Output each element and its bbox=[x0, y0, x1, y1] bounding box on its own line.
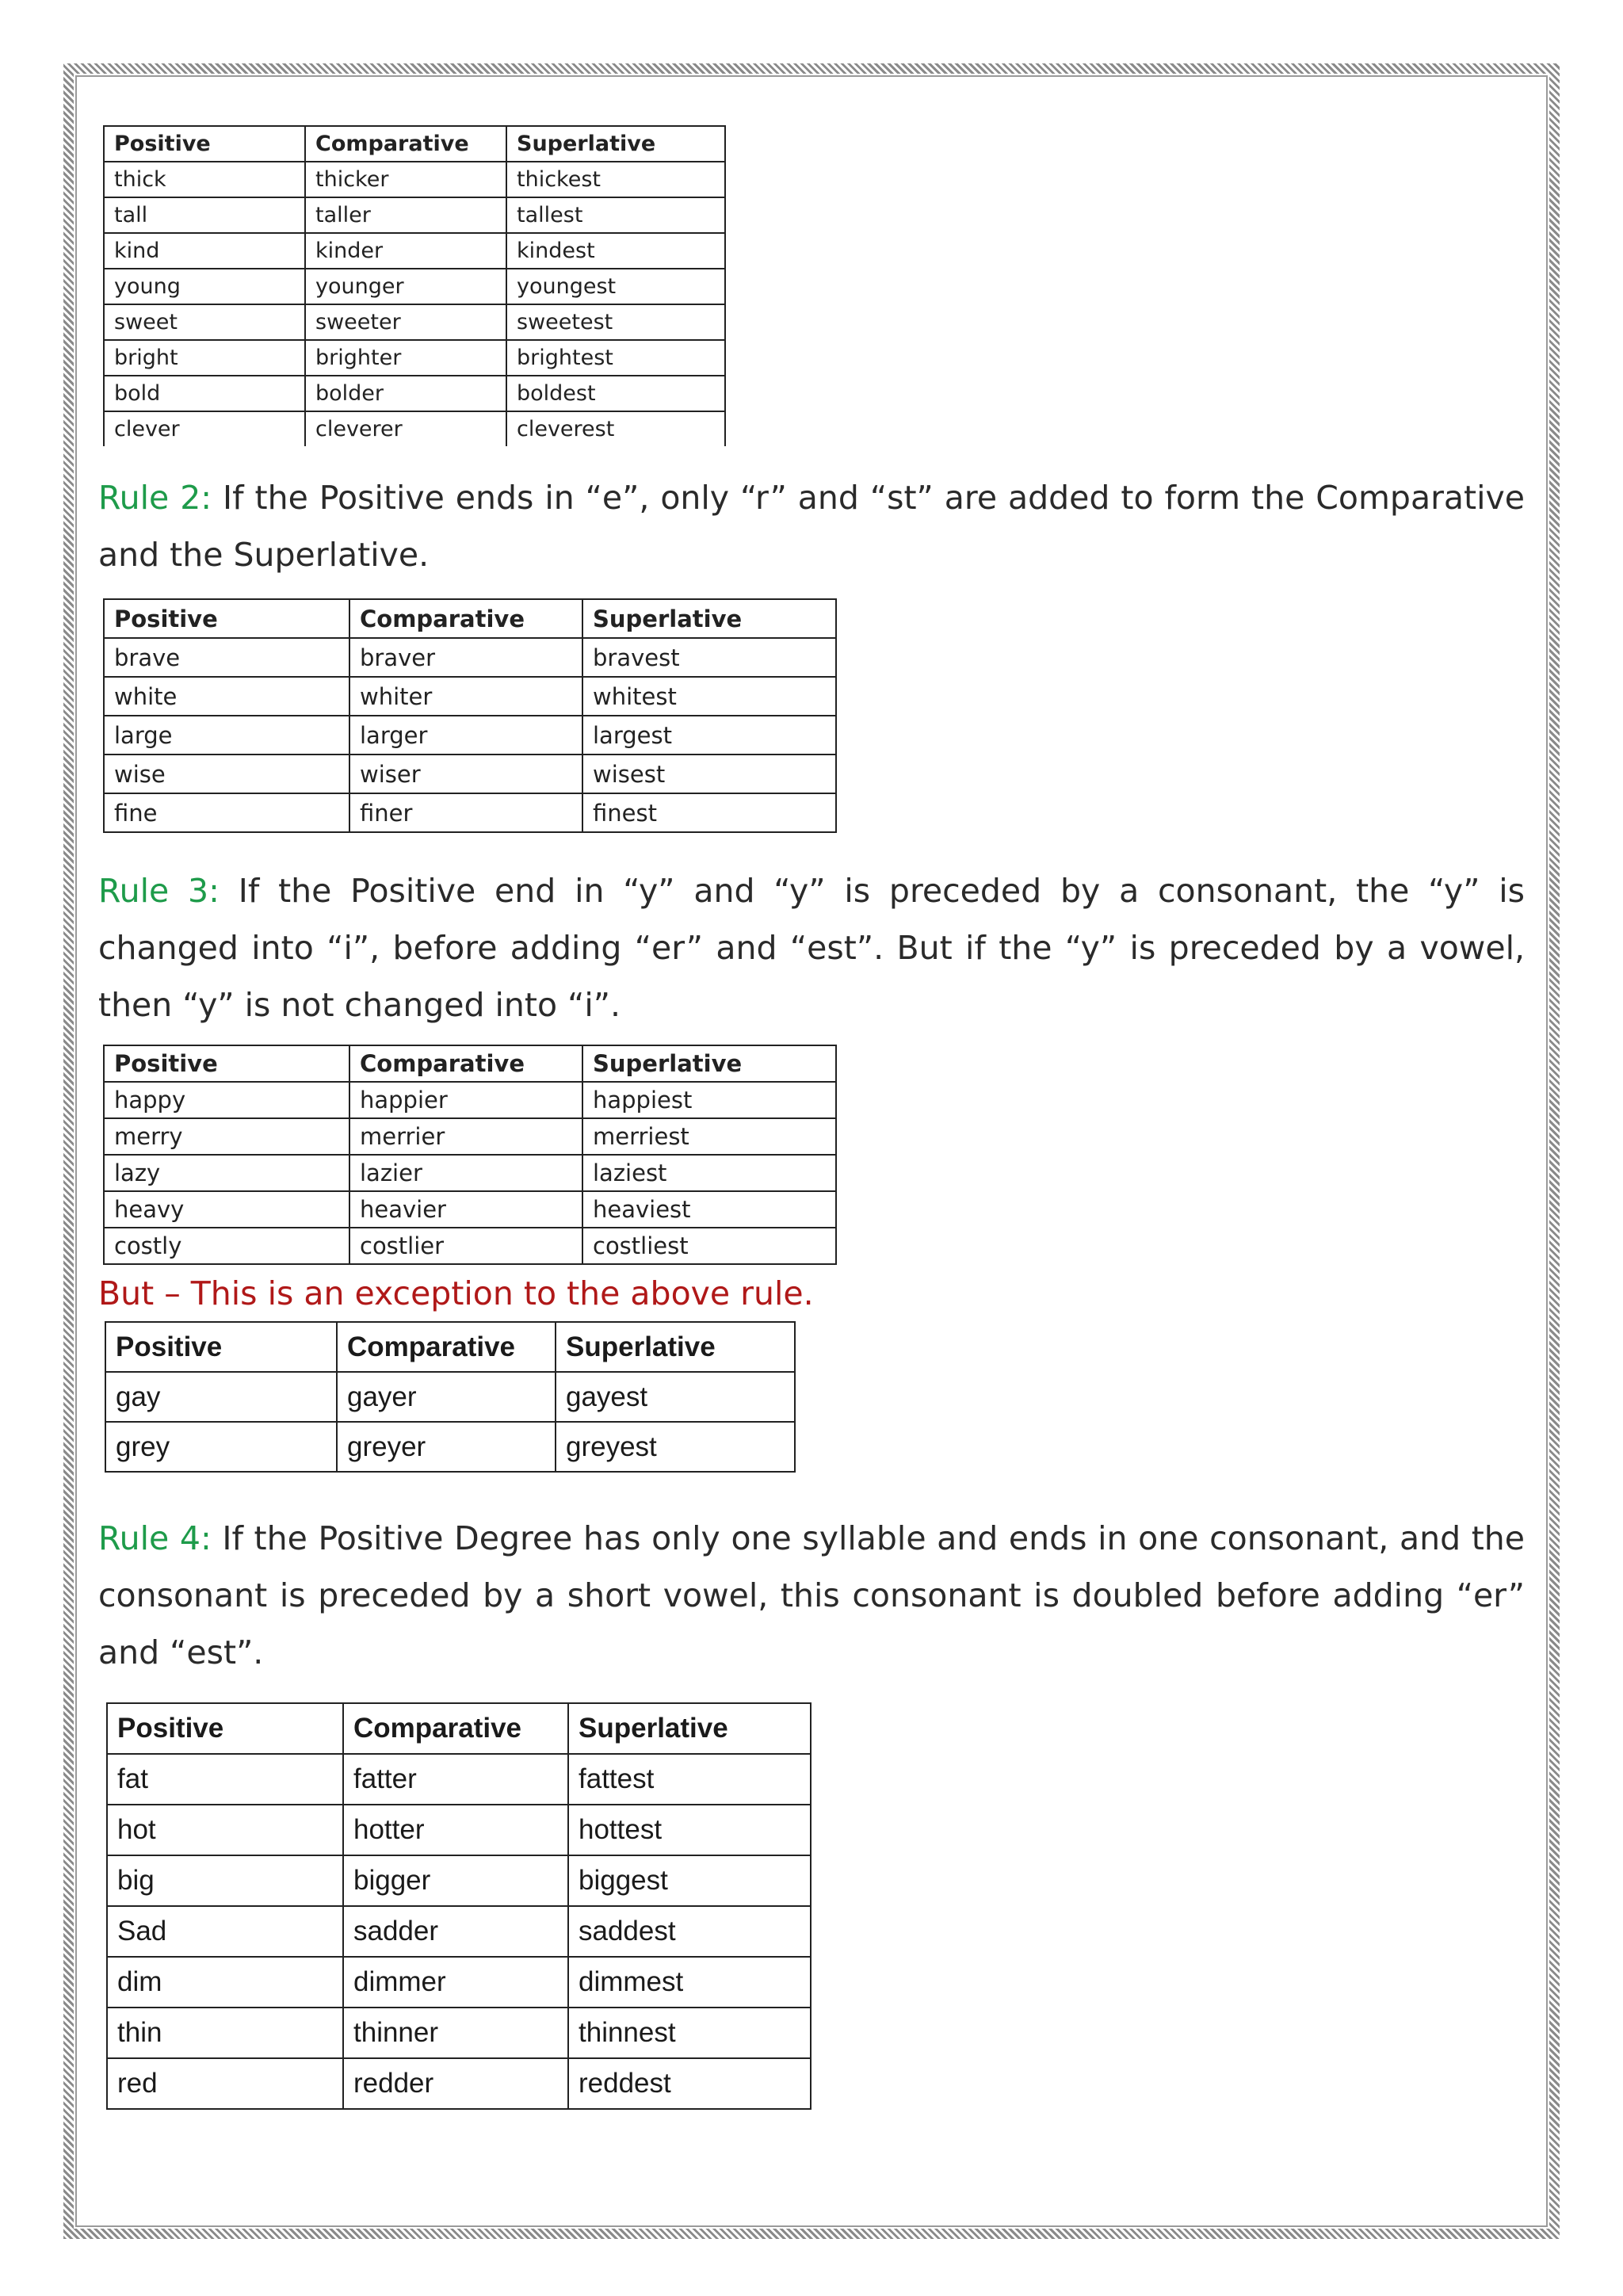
table-cell: bright bbox=[104, 340, 305, 376]
table-cell: whiter bbox=[349, 677, 582, 716]
table-cell: fine bbox=[104, 793, 349, 832]
degrees-table-4-container bbox=[105, 1321, 796, 1473]
table-cell: youngest bbox=[506, 269, 725, 304]
table-row bbox=[104, 233, 725, 269]
table-cell: bravest bbox=[582, 638, 836, 677]
table-cell: bolder bbox=[305, 376, 506, 411]
table-header-row bbox=[105, 1322, 795, 1372]
table-cell: whitest bbox=[582, 677, 836, 716]
table-cell: sadder bbox=[343, 1906, 568, 1957]
table-cell: gayest bbox=[556, 1372, 795, 1422]
rule-4-text: If the Positive Degree has only one syllable and ends in one consonant, and the consonant is preceded by a short vowel, this consonant is doubled before adding “er” and “est”. bbox=[98, 1519, 1526, 1671]
table-cell: gayer bbox=[337, 1372, 556, 1422]
table-header-row bbox=[104, 126, 725, 162]
table-cell: thick bbox=[104, 162, 305, 197]
table-cell: larger bbox=[349, 716, 582, 755]
table-cell: thinner bbox=[343, 2008, 568, 2058]
table-cell: costly bbox=[104, 1228, 349, 1264]
table-cell: finest bbox=[582, 793, 836, 832]
table-row bbox=[104, 1155, 836, 1191]
table-row bbox=[104, 638, 836, 677]
table-cell: bigger bbox=[343, 1855, 568, 1906]
table-cell: young bbox=[104, 269, 305, 304]
column-header: Superlative bbox=[506, 126, 725, 162]
table-cell: hot bbox=[107, 1805, 343, 1855]
table-cell: brave bbox=[104, 638, 349, 677]
table-cell: thin bbox=[107, 2008, 343, 2058]
column-header: Positive bbox=[104, 1045, 349, 1082]
table-cell: happier bbox=[349, 1082, 582, 1118]
table-cell: dimmer bbox=[343, 1957, 568, 2008]
table-row bbox=[107, 2058, 811, 2109]
rule-4-label: Rule 4: bbox=[98, 1519, 212, 1557]
table-cell: brighter bbox=[305, 340, 506, 376]
rule-2-text: If the Positive ends in “e”, only “r” and “st” are added to form the Comparative and the Superlative. bbox=[98, 479, 1526, 574]
table-row bbox=[104, 1228, 836, 1264]
table-cell: biggest bbox=[568, 1855, 811, 1906]
table-cell: clever bbox=[104, 411, 305, 446]
table-cell: kind bbox=[104, 233, 305, 269]
table-cell: Sad bbox=[107, 1906, 343, 1957]
table-cell: happiest bbox=[582, 1082, 836, 1118]
column-header: Positive bbox=[105, 1322, 337, 1372]
table-cell: wisest bbox=[582, 755, 836, 793]
table-cell: merry bbox=[104, 1118, 349, 1155]
column-header: Comparative bbox=[349, 1045, 582, 1082]
table-cell: sweet bbox=[104, 304, 305, 340]
table-row bbox=[104, 340, 725, 376]
table-row bbox=[104, 1082, 836, 1118]
table-cell: fattest bbox=[568, 1754, 811, 1805]
table-row bbox=[104, 755, 836, 793]
degrees-table-3 bbox=[103, 1045, 837, 1265]
table-row bbox=[105, 1372, 795, 1422]
table-cell: lazier bbox=[349, 1155, 582, 1191]
table-row bbox=[104, 162, 725, 197]
table-cell: sweeter bbox=[305, 304, 506, 340]
degrees-table-3-container bbox=[103, 1045, 837, 1265]
table-cell: reddest bbox=[568, 2058, 811, 2109]
table-cell: lazy bbox=[104, 1155, 349, 1191]
table-cell: happy bbox=[104, 1082, 349, 1118]
column-header: Superlative bbox=[582, 1045, 836, 1082]
table-cell: wise bbox=[104, 755, 349, 793]
column-header: Superlative bbox=[556, 1322, 795, 1372]
table-header-row bbox=[107, 1703, 811, 1754]
table-row bbox=[107, 1906, 811, 1957]
table-row bbox=[104, 793, 836, 832]
table-cell: cleverer bbox=[305, 411, 506, 446]
table-cell: dim bbox=[107, 1957, 343, 2008]
table-cell: laziest bbox=[582, 1155, 836, 1191]
exception-note: But – This is an exception to the above rule. bbox=[98, 1274, 814, 1312]
table-row bbox=[104, 1118, 836, 1155]
table-cell: sweetest bbox=[506, 304, 725, 340]
table-cell: hotter bbox=[343, 1805, 568, 1855]
table-cell: kindest bbox=[506, 233, 725, 269]
rule-3-text: If the Positive end in “y” and “y” is preceded by a consonant, the “y” is changed into “i”, before adding “er” and “est”. But if the “y” is preceded by a vowel, then “y” is not changed into “i”. bbox=[98, 872, 1525, 1024]
table-row bbox=[107, 1957, 811, 2008]
rule-3-paragraph bbox=[98, 862, 1525, 1033]
table-cell: cleverest bbox=[506, 411, 725, 446]
table-cell: kinder bbox=[305, 233, 506, 269]
column-header: Superlative bbox=[582, 599, 836, 638]
rule-2-paragraph bbox=[98, 469, 1525, 583]
rule-2-label: Rule 2: bbox=[98, 479, 212, 517]
table-cell: fat bbox=[107, 1754, 343, 1805]
table-cell: thinnest bbox=[568, 2008, 811, 2058]
table-cell: redder bbox=[343, 2058, 568, 2109]
table-cell: merrier bbox=[349, 1118, 582, 1155]
table-cell: saddest bbox=[568, 1906, 811, 1957]
table-cell: younger bbox=[305, 269, 506, 304]
table-cell: heavy bbox=[104, 1191, 349, 1228]
table-cell: big bbox=[107, 1855, 343, 1906]
table-row bbox=[104, 1191, 836, 1228]
column-header: Positive bbox=[107, 1703, 343, 1754]
table-cell: braver bbox=[349, 638, 582, 677]
table-cell: largest bbox=[582, 716, 836, 755]
table-row bbox=[105, 1422, 795, 1472]
column-header: Comparative bbox=[305, 126, 506, 162]
table-cell: thicker bbox=[305, 162, 506, 197]
table-cell: greyest bbox=[556, 1422, 795, 1472]
table-cell: bold bbox=[104, 376, 305, 411]
table-header-row bbox=[104, 1045, 836, 1082]
table-header-row bbox=[104, 599, 836, 638]
column-header: Comparative bbox=[343, 1703, 568, 1754]
table-row bbox=[104, 716, 836, 755]
table-row bbox=[107, 1805, 811, 1855]
table-row bbox=[104, 677, 836, 716]
table-cell: fatter bbox=[343, 1754, 568, 1805]
rule-4-paragraph bbox=[98, 1510, 1525, 1681]
degrees-table-1 bbox=[103, 125, 726, 446]
degrees-table-5-container bbox=[106, 1702, 812, 2110]
column-header: Superlative bbox=[568, 1703, 811, 1754]
table-cell: dimmest bbox=[568, 1957, 811, 2008]
column-header: Positive bbox=[104, 599, 349, 638]
table-row bbox=[107, 1855, 811, 1906]
table-row bbox=[107, 1754, 811, 1805]
table-row bbox=[107, 2008, 811, 2058]
table-cell: brightest bbox=[506, 340, 725, 376]
table-cell: heavier bbox=[349, 1191, 582, 1228]
table-row bbox=[104, 376, 725, 411]
degrees-table-2 bbox=[103, 598, 837, 833]
table-row bbox=[104, 269, 725, 304]
table-cell: merriest bbox=[582, 1118, 836, 1155]
table-cell: costlier bbox=[349, 1228, 582, 1264]
table-cell: large bbox=[104, 716, 349, 755]
table-cell: boldest bbox=[506, 376, 725, 411]
table-cell: tall bbox=[104, 197, 305, 233]
table-cell: taller bbox=[305, 197, 506, 233]
table-cell: tallest bbox=[506, 197, 725, 233]
degrees-table-1-container bbox=[103, 125, 726, 446]
table-cell: hottest bbox=[568, 1805, 811, 1855]
table-row bbox=[104, 197, 725, 233]
table-cell: grey bbox=[105, 1422, 337, 1472]
table-cell: costliest bbox=[582, 1228, 836, 1264]
table-cell: thickest bbox=[506, 162, 725, 197]
table-cell: heaviest bbox=[582, 1191, 836, 1228]
rule-3-label: Rule 3: bbox=[98, 872, 220, 910]
column-header: Comparative bbox=[349, 599, 582, 638]
column-header: Positive bbox=[104, 126, 305, 162]
table-cell: white bbox=[104, 677, 349, 716]
degrees-table-2-container bbox=[103, 598, 837, 833]
table-cell: greyer bbox=[337, 1422, 556, 1472]
table-cell: finer bbox=[349, 793, 582, 832]
degrees-table-5 bbox=[106, 1702, 812, 2110]
column-header: Comparative bbox=[337, 1322, 556, 1372]
degrees-table-4 bbox=[105, 1321, 796, 1473]
table-cell: wiser bbox=[349, 755, 582, 793]
table-row bbox=[104, 411, 725, 446]
table-row bbox=[104, 304, 725, 340]
table-cell: gay bbox=[105, 1372, 337, 1422]
table-cell: red bbox=[107, 2058, 343, 2109]
